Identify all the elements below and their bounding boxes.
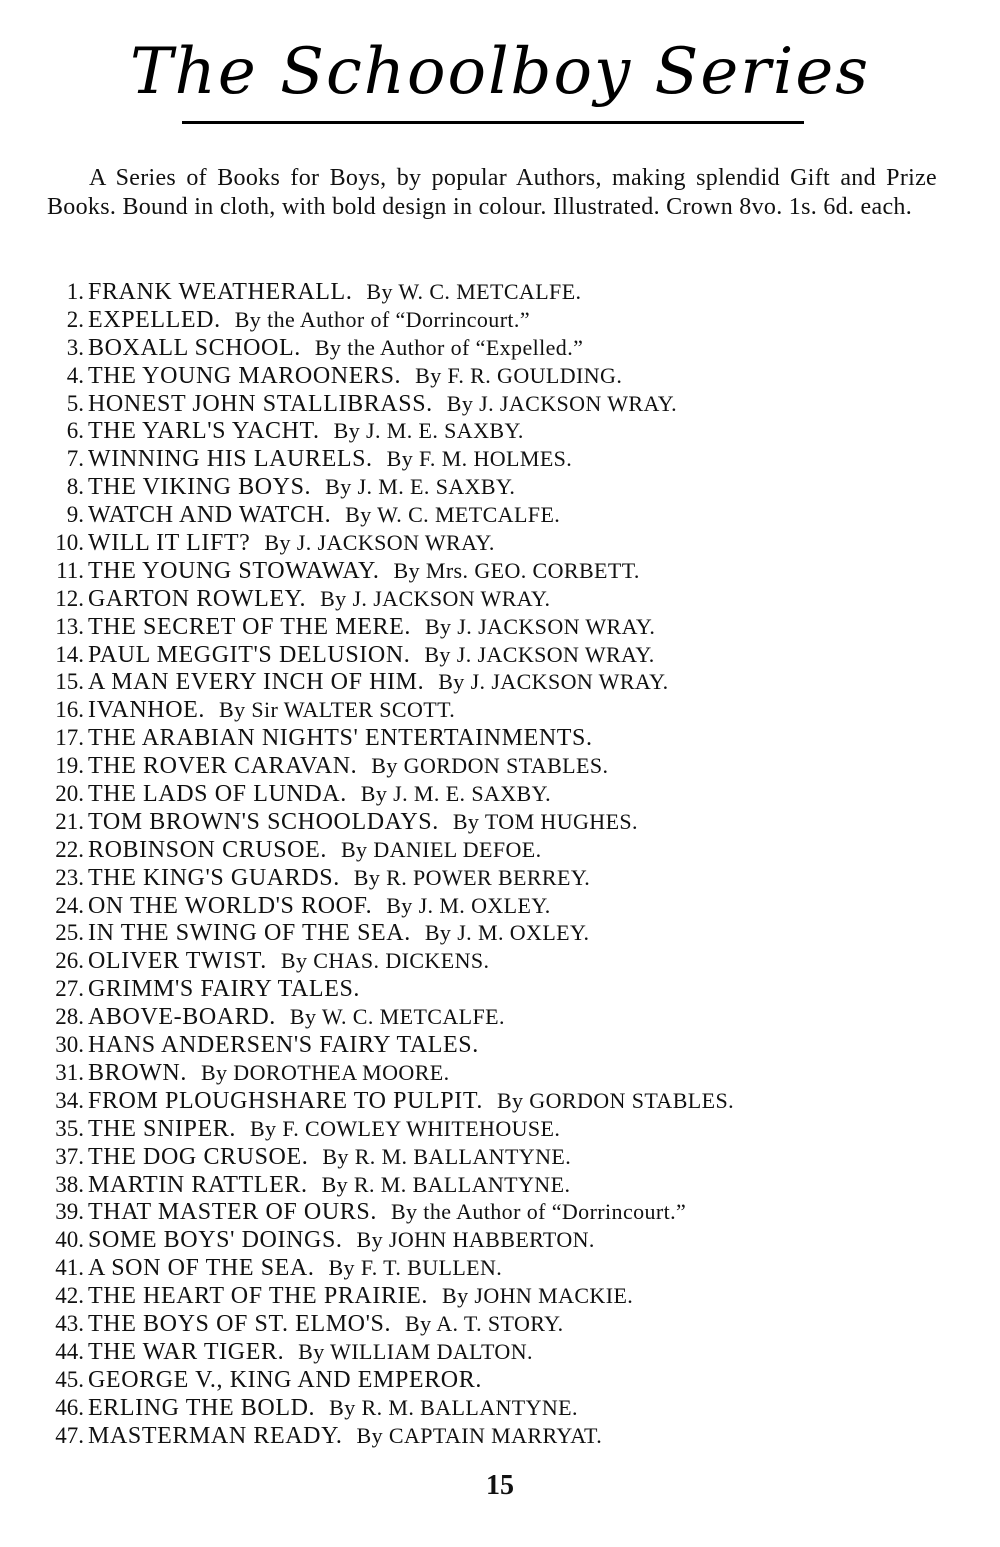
book-number: 30. [55, 1032, 84, 1058]
list-item [30, 445, 970, 473]
list-item [30, 1254, 970, 1282]
book-title: FRANK WEATHERALL. [88, 279, 353, 305]
book-title: THE ROVER CARAVAN. [88, 753, 358, 780]
book-title: A SON OF THE SEA. [88, 1255, 315, 1282]
book-title: MASTERMAN READY. [88, 1422, 343, 1449]
book-number: 19. [55, 753, 84, 779]
book-title: IN THE SWING OF THE SEA. [88, 920, 411, 947]
list-item [30, 1031, 970, 1059]
book-number: 42. [55, 1283, 84, 1309]
book-title: ON THE WORLD'S ROOF. [88, 892, 373, 919]
book-number: 23. [55, 864, 84, 890]
book-author: By W. C. METCALFE. [366, 279, 582, 304]
book-title: ROBINSON CRUSOE. [88, 836, 327, 863]
list-item [30, 473, 970, 501]
book-title: WATCH AND WATCH. [88, 502, 332, 529]
book-title: IVANHOE. [88, 697, 206, 724]
book-number: 6. [66, 418, 84, 444]
list-item [30, 613, 970, 641]
book-title: THE YOUNG STOWAWAY. [88, 557, 380, 584]
book-number: 47. [55, 1422, 84, 1448]
book-title: MARTIN RATTLER. [88, 1171, 308, 1198]
book-author: By Sir WALTER SCOTT. [219, 697, 456, 723]
list-item [30, 529, 970, 557]
book-title: OLIVER TWIST. [88, 948, 267, 975]
book-number: 10. [55, 530, 84, 556]
book-list [30, 278, 970, 1449]
list-item [30, 919, 970, 947]
book-title: PAUL MEGGIT'S DELUSION. [88, 641, 411, 668]
book-title: HANS ANDERSEN'S FAIRY TALES. [88, 1032, 479, 1059]
book-title: BOXALL SCHOOL. [88, 334, 301, 361]
book-title: WILL IT LIFT? [88, 530, 251, 557]
book-number: 1. [66, 279, 84, 304]
list-item [30, 278, 970, 306]
book-author: By F. M. HOLMES. [386, 446, 573, 472]
book-number: 3. [66, 334, 84, 360]
book-author: By J. M. OXLEY. [424, 920, 590, 946]
book-author: By R. M. BALLANTYNE. [322, 1143, 572, 1169]
book-number: 43. [55, 1310, 84, 1336]
list-item [30, 1059, 970, 1087]
book-title: TOM BROWN'S SCHOOLDAYS. [88, 808, 439, 835]
list-item [30, 557, 970, 585]
book-author: By JOHN MACKIE. [442, 1283, 634, 1309]
book-number: 9. [66, 502, 84, 528]
book-number: 45. [55, 1366, 84, 1392]
list-item [30, 362, 970, 390]
book-author: By J. JACKSON WRAY. [424, 613, 656, 639]
book-number: 31. [55, 1059, 84, 1085]
book-author: By J. M. OXLEY. [386, 892, 551, 918]
book-number: 27. [55, 976, 84, 1002]
book-author: By the Author of “Expelled.” [314, 334, 584, 360]
list-item [30, 668, 970, 696]
book-number: 14. [55, 641, 84, 667]
book-title: FROM PLOUGHSHARE TO PULPIT. [88, 1087, 483, 1114]
book-number: 21. [55, 808, 84, 834]
list-item [30, 390, 970, 418]
book-author: By W. C. METCALFE. [345, 502, 561, 528]
book-number: 28. [55, 1004, 84, 1030]
book-author: By W. C. METCALFE. [289, 1004, 505, 1030]
book-title: GARTON ROWLEY. [88, 585, 307, 612]
book-author: By JOHN HABBERTON. [356, 1227, 595, 1253]
list-item [30, 724, 970, 752]
list-item [30, 501, 970, 529]
book-title: THE YARL'S YACHT. [88, 418, 320, 445]
book-number: 24. [55, 892, 84, 918]
book-number: 41. [55, 1255, 84, 1281]
book-title: THE YOUNG MAROONERS. [88, 362, 402, 389]
series-description: A Series of Books for Boys, by popular Authors, making splendid Gift and Prize Books. Bound in cloth, with bold design in colour. Illustrated. Crown 8vo. 1s. 6d. each. [47, 165, 937, 220]
book-author: By GORDON STABLES. [371, 753, 609, 779]
book-number: 35. [55, 1115, 84, 1141]
list-item [30, 864, 970, 892]
book-number: 25. [55, 920, 84, 946]
book-number: 37. [55, 1143, 84, 1169]
book-author: By J. M. E. SAXBY. [333, 418, 524, 444]
book-title: EXPELLED. [88, 306, 221, 333]
book-title: GEORGE V., KING AND EMPEROR. [88, 1366, 482, 1393]
book-title: ABOVE-BOARD. [88, 1004, 276, 1031]
list-item [30, 1282, 970, 1310]
book-title: WINNING HIS LAURELS. [88, 446, 373, 473]
list-item [30, 1394, 970, 1422]
book-author: By J. JACKSON WRAY. [264, 530, 495, 556]
book-title: THE SNIPER. [88, 1115, 236, 1142]
list-item [30, 1171, 970, 1199]
book-author: By WILLIAM DALTON. [298, 1338, 533, 1364]
book-author: By J. JACKSON WRAY. [320, 585, 551, 611]
list-item [30, 1422, 970, 1450]
book-title: THE KING'S GUARDS. [88, 864, 340, 891]
book-number: 38. [55, 1171, 84, 1197]
page-number: 15 [486, 1470, 514, 1501]
book-title: ERLING THE BOLD. [88, 1394, 316, 1421]
book-number: 22. [55, 836, 84, 862]
book-number: 46. [55, 1394, 84, 1420]
list-item [30, 696, 970, 724]
book-author: By F. R. GOULDING. [415, 362, 623, 388]
title-underline [182, 121, 804, 124]
book-number: 5. [66, 390, 84, 416]
book-author: By J. JACKSON WRAY. [446, 390, 678, 416]
book-title: THE SECRET OF THE MERE. [88, 613, 411, 640]
book-author: By J. JACKSON WRAY. [424, 641, 655, 667]
book-author: By R. M. BALLANTYNE. [321, 1171, 571, 1197]
book-author: By the Author of “Dorrincourt.” [234, 306, 530, 332]
book-title: A MAN EVERY INCH OF HIM. [88, 669, 425, 696]
book-number: 7. [66, 446, 84, 472]
book-title: THE LADS OF LUNDA. [88, 781, 347, 808]
book-number: 16. [55, 697, 84, 723]
book-number: 34. [55, 1087, 84, 1113]
book-number: 8. [66, 474, 84, 500]
book-number: 20. [55, 781, 84, 807]
list-item [30, 780, 970, 808]
book-author: By GORDON STABLES. [496, 1087, 735, 1113]
book-number: 4. [66, 362, 84, 388]
book-author: By Mrs. GEO. CORBETT. [393, 557, 640, 583]
list-item [30, 1143, 970, 1171]
list-item [30, 975, 970, 1003]
list-item [30, 306, 970, 334]
book-author: By R. POWER BERREY. [353, 864, 591, 890]
book-title: HONEST JOHN STALLIBRASS. [88, 390, 433, 417]
list-item [30, 808, 970, 836]
list-item [30, 1003, 970, 1031]
book-author: By DOROTHEA MOORE. [200, 1059, 450, 1085]
book-author: By CHAS. DICKENS. [280, 948, 490, 974]
book-title: THE DOG CRUSOE. [88, 1143, 309, 1170]
book-title: SOME BOYS' DOINGS. [88, 1227, 343, 1254]
list-item [30, 752, 970, 780]
book-number: 44. [55, 1338, 84, 1364]
book-number: 15. [55, 669, 84, 695]
list-item [30, 1366, 970, 1394]
book-title: THE WAR TIGER. [88, 1338, 285, 1365]
book-number: 17. [55, 725, 84, 751]
list-item [30, 334, 970, 362]
book-author: By TOM HUGHES. [452, 808, 638, 834]
list-item [30, 1115, 970, 1143]
book-number: 39. [55, 1199, 84, 1225]
book-author: By J. M. E. SAXBY. [360, 781, 551, 807]
book-author: By R. M. BALLANTYNE. [329, 1394, 578, 1420]
list-item [30, 641, 970, 669]
book-number: 40. [55, 1227, 84, 1253]
book-number: 11. [56, 557, 84, 583]
book-author: By F. COWLEY WHITEHOUSE. [249, 1115, 561, 1141]
list-item [30, 836, 970, 864]
list-item [30, 417, 970, 445]
list-item [30, 892, 970, 920]
book-author: By A. T. STORY. [405, 1310, 564, 1336]
list-item [30, 1338, 970, 1366]
list-item [30, 1226, 970, 1254]
book-number: 26. [55, 948, 84, 974]
book-number: 12. [55, 585, 84, 611]
page-title: The Schoolboy Series [129, 35, 871, 109]
book-title: THE VIKING BOYS. [88, 474, 312, 501]
list-item [30, 585, 970, 613]
book-title: THE ARABIAN NIGHTS' ENTERTAINMENTS. [88, 725, 593, 752]
book-number: 2. [66, 306, 84, 332]
list-item [30, 1087, 970, 1115]
book-title: THAT MASTER OF OURS. [88, 1199, 377, 1226]
book-title: THE BOYS OF ST. ELMO'S. [88, 1310, 392, 1337]
book-author: By F. T. BULLEN. [328, 1255, 503, 1281]
book-author: By the Author of “Dorrincourt.” [390, 1199, 687, 1225]
book-author: By DANIEL DEFOE. [340, 836, 542, 862]
book-author: By CAPTAIN MARRYAT. [356, 1422, 603, 1448]
list-item [30, 1198, 970, 1226]
book-title: GRIMM'S FAIRY TALES. [88, 976, 361, 1003]
book-author: By J. JACKSON WRAY. [438, 669, 669, 695]
book-title: BROWN. [88, 1059, 187, 1086]
book-title: THE HEART OF THE PRAIRIE. [88, 1283, 429, 1310]
book-author: By J. M. E. SAXBY. [325, 474, 516, 500]
list-item [30, 947, 970, 975]
list-item [30, 1310, 970, 1338]
book-number: 13. [55, 613, 84, 639]
